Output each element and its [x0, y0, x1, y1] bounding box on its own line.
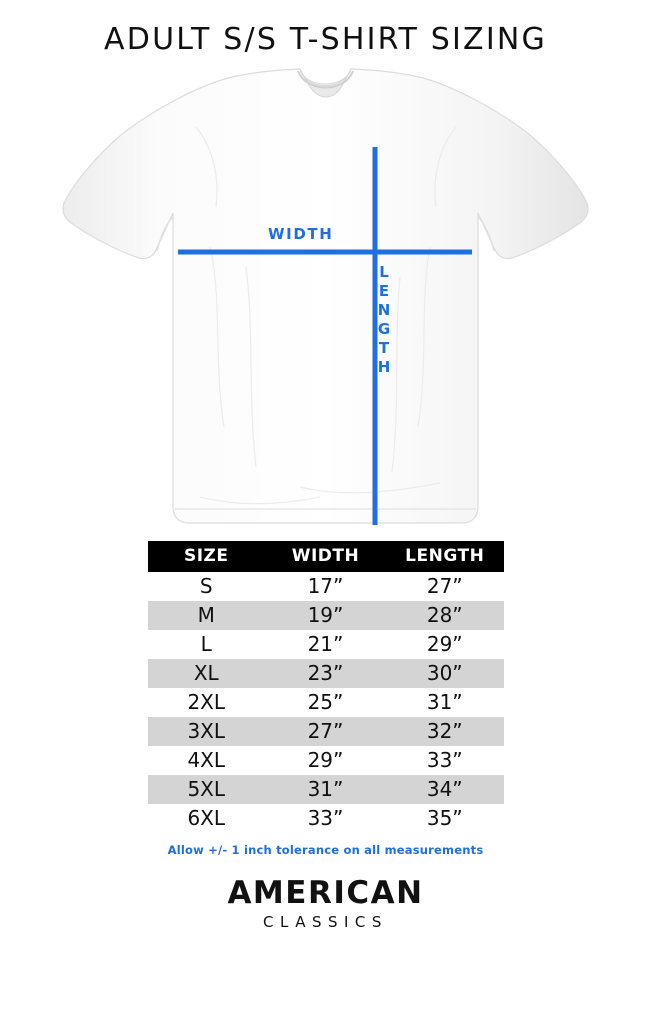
cell-size: S — [199, 574, 213, 598]
table-row — [148, 775, 504, 804]
cell-width: 19” — [265, 601, 386, 630]
shirt-body — [63, 69, 588, 523]
cell-size: 2XL — [187, 690, 226, 714]
tolerance-note: Allow +/- 1 inch tolerance on all measurements — [167, 843, 484, 857]
tshirt-illustration — [0, 67, 651, 537]
table-header-row — [148, 541, 504, 572]
brand-line-1: AMERICAN — [227, 875, 424, 911]
cell-length: 30” — [386, 659, 504, 688]
cell-length: 31” — [426, 690, 463, 714]
header-length: LENGTH — [386, 541, 504, 572]
size-table — [148, 541, 504, 833]
cell-width: 29” — [307, 748, 344, 772]
length-label: LENGTH — [375, 263, 393, 377]
cell-width: 27” — [265, 717, 386, 746]
table-row — [148, 746, 504, 775]
cell-length: 34” — [386, 775, 504, 804]
cell-size: 6XL — [187, 806, 226, 830]
cell-size: 3XL — [148, 717, 265, 746]
cell-width: 31” — [265, 775, 386, 804]
cell-width: 17” — [307, 574, 344, 598]
width-label: WIDTH — [268, 225, 334, 243]
cell-size: L — [200, 632, 212, 656]
page-title: ADULT S/S T-SHIRT SIZING — [104, 22, 547, 57]
table-row — [148, 572, 504, 601]
cell-length: 35” — [426, 806, 463, 830]
cell-length: 33” — [426, 748, 463, 772]
cell-width: 21” — [307, 632, 344, 656]
table-row — [148, 601, 504, 630]
table-row — [148, 630, 504, 659]
cell-size: 4XL — [187, 748, 226, 772]
cell-length: 28” — [386, 601, 504, 630]
table-row — [148, 804, 504, 833]
header-size: SIZE — [148, 541, 265, 572]
brand-line-2: CLASSICS — [263, 913, 388, 931]
cell-size: M — [148, 601, 265, 630]
cell-length: 32” — [386, 717, 504, 746]
cell-width: 33” — [307, 806, 344, 830]
tshirt-diagram — [0, 67, 651, 537]
cell-size: 5XL — [148, 775, 265, 804]
cell-length: 29” — [426, 632, 463, 656]
cell-width: 25” — [307, 690, 344, 714]
table-row — [148, 688, 504, 717]
cell-size: XL — [148, 659, 265, 688]
table-row — [148, 659, 504, 688]
brand-logo — [227, 875, 423, 931]
cell-length: 27” — [426, 574, 463, 598]
header-width: WIDTH — [265, 541, 386, 572]
cell-width: 23” — [265, 659, 386, 688]
table-row — [148, 717, 504, 746]
